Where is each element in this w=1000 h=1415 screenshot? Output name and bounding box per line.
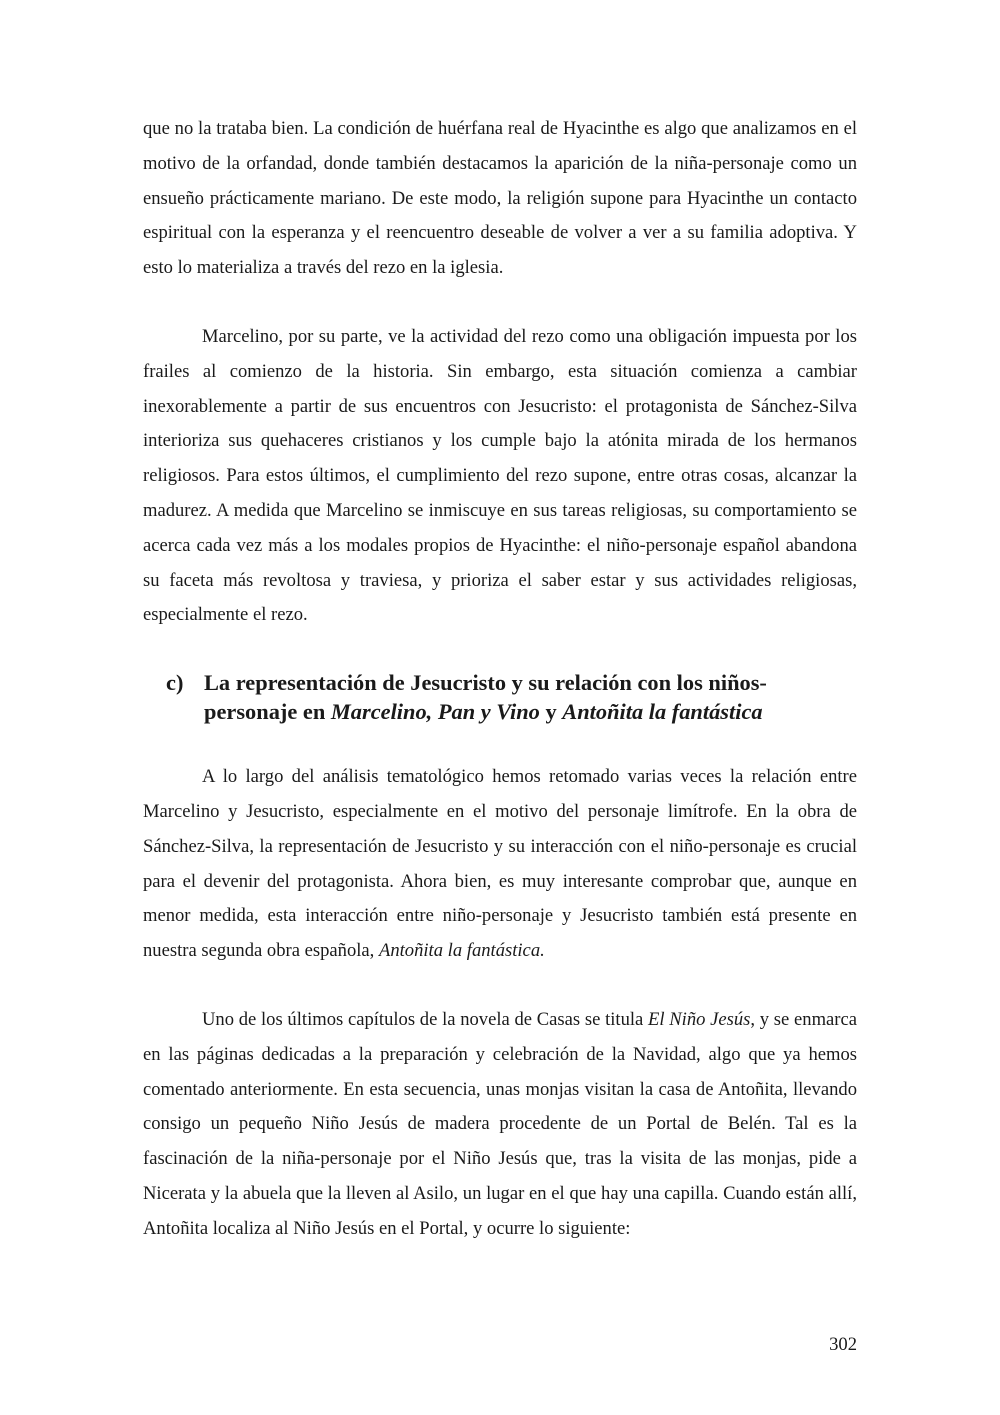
paragraph-4 <box>143 1003 857 1247</box>
paragraph-4-rest: , y se enmarca en las páginas dedicadas a la preparación y celebración de la Navidad, algo que ya hemos comentado anteriormente. En esta secuencia, unas monjas visitan la casa de Antoñita, llevando consigo un pequeño Niño Jesús de madera procedente de un Portal de Belén. Tal es la fascinación de la niña-personaje por el Niño Jesús que, tras la visita de las monjas, pide a Nicerata y la abuela que la lleven al Asilo, un lugar en el que hay una capilla. Cuando están allí, Antoñita localiza al Niño Jesús en el Portal, y ocurre lo siguiente: <box>143 1008 857 1239</box>
page-body <box>143 112 857 1247</box>
paragraph-2: Marcelino, por su parte, ve la actividad del rezo como una obligación impuesta por los frailes al comienzo de la historia. Sin embargo, esta situación comienza a cambiar inexorablemente a partir de sus encuentros con Jesucristo: el protagonista de Sánchez-Silva interioriza sus quehaceres cristianos y los cumple bajo la atónita mirada de los hermanos religiosos. Para estos últimos, el cumplimiento del rezo supone, entre otras cosas, alcanzar la madurez. A medida que Marcelino se inmiscuye en sus tareas religiosas, su comportamiento se acerca cada vez más a los modales propios de Hyacinthe: el niño-personaje español abandona su faceta más revoltosa y traviesa, y prioriza el saber estar y sus actividades religiosas, especialmente el rezo. <box>143 325 857 626</box>
paragraph-4-start: Uno de los últimos capítulos de la novela de Casas se titula <box>202 1008 649 1030</box>
heading-title-antonita: Antoñita la fantástica <box>562 698 763 724</box>
paragraph-4-title: El Niño Jesús <box>648 1008 751 1030</box>
page-number: 302 <box>829 1334 857 1355</box>
heading-connector: y <box>539 698 563 724</box>
paragraph-3 <box>143 760 857 969</box>
heading-text-start: La representación de Jesucristo y su relación con los niños-personaje en <box>204 670 767 724</box>
paragraph-3-text: A lo largo del análisis tematológico hemos retomado varias veces la relación entre Marcelino y Jesucristo, especialmente en el motivo del personaje limítrofe. En la obra de Sánchez-Silva, la representación de Jesucristo y su interacción con el niño-personaje es crucial para el devenir del protagonista. Ahora bien, es muy interesante comprobar que, aunque en menor medida, esta interacción entre niño-personaje y Jesucristo también está presente en nuestra segunda obra española, <box>143 766 857 962</box>
heading-title-marcelino: Marcelino, Pan y Vino <box>330 698 540 724</box>
section-heading-text <box>204 669 857 726</box>
paragraph-1: que no la trataba bien. La condición de huérfana real de Hyacinthe es algo que analizamos en el motivo de la orfandad, donde también destacamos la aparición de la niña-personaje como un ensueño prácticamente mariano. De este modo, la religión supone para Hyacinthe un contacto espiritual con la esperanza y el reencuentro deseable de volver a ver a su familia adoptiva. Y esto lo materializa a través del rezo en la iglesia. <box>143 118 857 279</box>
paragraph-3-title: Antoñita la fantástica. <box>378 940 545 962</box>
section-heading-label: c) <box>166 670 184 696</box>
section-heading <box>143 669 857 726</box>
